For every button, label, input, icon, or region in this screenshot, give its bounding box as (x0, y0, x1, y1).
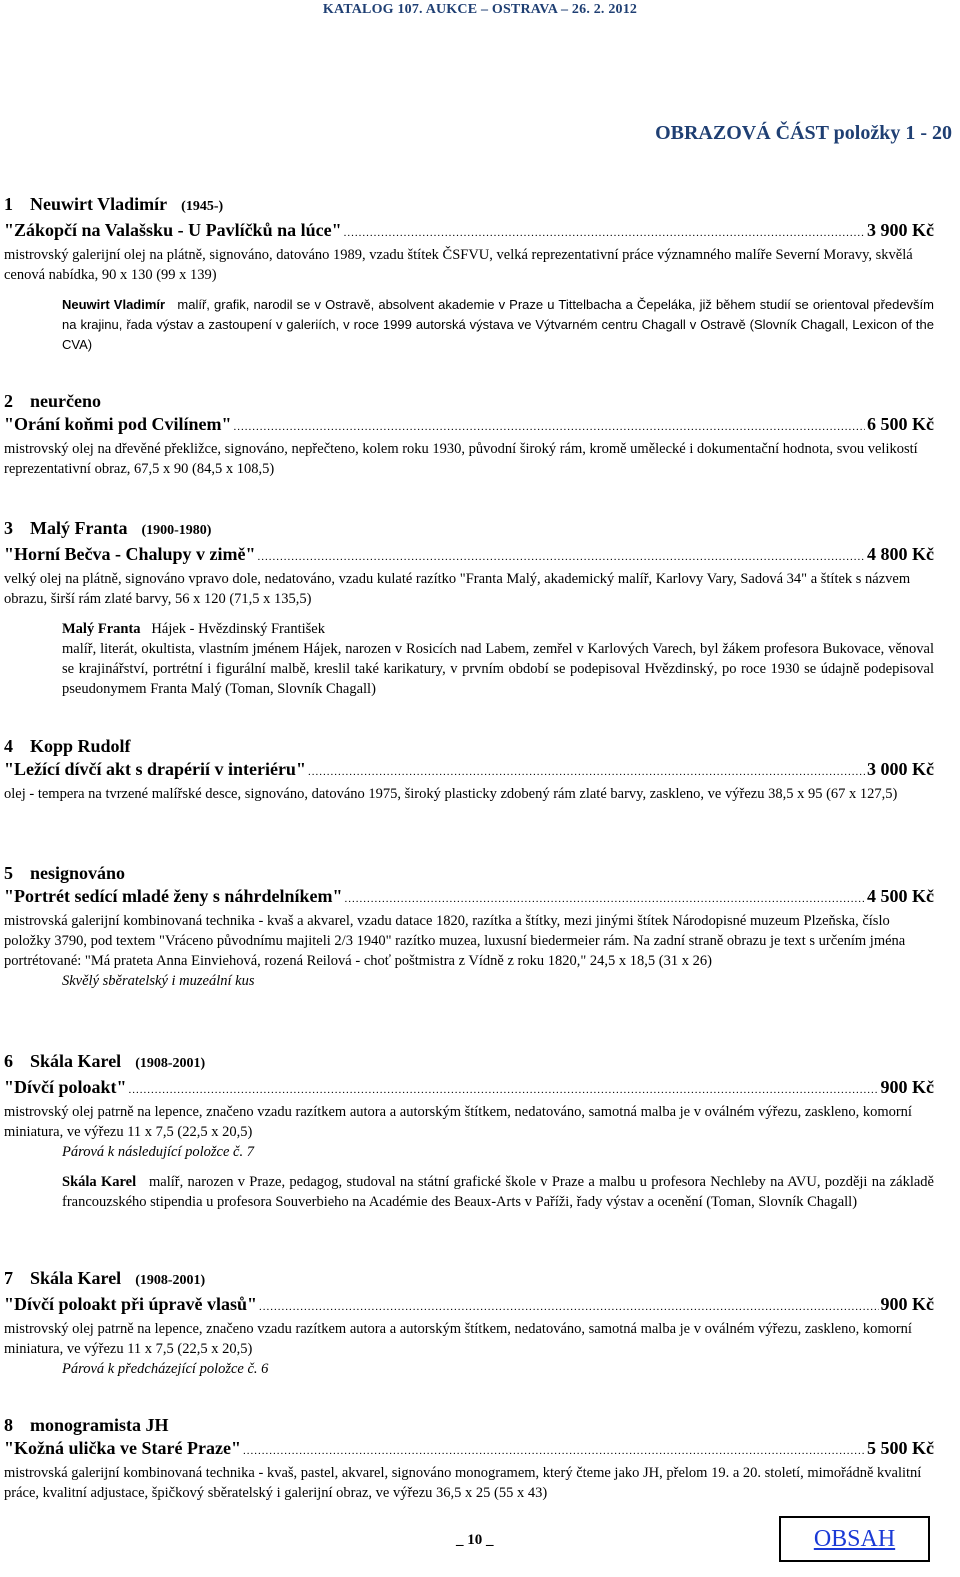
item-description: mistrovský olej patrně na lepence, značeno vzadu razítkem autora a autorským štítkem, nedatováno, samotná malba je v oválném výřezu, zaskleno, komorní miniatura, ve výřezu 11 x 7,5 (22,5 x 20,5) (4, 1321, 912, 1357)
item-author: nesignováno (30, 863, 126, 883)
author-bio (62, 1172, 934, 1212)
item-life-dates: (1945-) (181, 199, 224, 214)
item-author: Neuwirt Vladimír (30, 194, 168, 214)
bio-author-name: Skála Karel (62, 1174, 137, 1190)
item-author: Skála Karel (30, 1051, 122, 1071)
item-title: "Zákopčí na Valašsku - U Pavlíčků na lúce" (4, 220, 342, 240)
item-author: monogramista JH (30, 1415, 169, 1435)
item-price: 3 000 Kč (867, 759, 934, 779)
item-author: Malý Franta (30, 518, 128, 538)
item-description: mistrovská galerijní kombinovaná technika - kvaš, pastel, akvarel, signováno monogramem, který čteme jako JH, přelom 19. a 20. století, mimořádně kvalitní práce, kvalitní adjustace, špičkový sběratelský i galerijní obraz, ve výřezu 36,5 x 25 (55 x 43) (4, 1465, 922, 1501)
bio-text: malíř, grafik, narodil se v Ostravě, absolvent akademie v Praze u Tittelbacha a Čepeláka, již během studií se orientoval především na krajinu, řada výstav a zastoupení v galeriích, v roce 1999 autorská výstava ve Výtvarném centru Chagall v Ostravě (Slovník Chagall, Lexicon of the CVA) (62, 297, 934, 352)
item-life-dates: (1900-1980) (141, 523, 212, 538)
item-number: 2 (4, 391, 13, 411)
item-description: mistrovská galerijní kombinovaná technika - kvaš a akvarel, vzadu datace 1820, razítka a štítky, mezi jinými štítek Národopisné muzeum Plzeňska, číslo položky 3790, pod textem "Vráceno původnímu majiteli 2/3 1940" razítko muzea, luxusní biedermeier rám. Na zadní straně obrazu je text s určením jména portrétované: "Má prateta Anna Einviehová, rozená Reilová - choť poštmistra z Vídně z roku 1820," 24,5 x 18,5 (31 x 26) (4, 913, 906, 969)
item-life-dates: (1908-2001) (135, 1056, 206, 1071)
catalog-item-1 (4, 193, 934, 355)
item-number: 3 (4, 518, 13, 538)
item-description: mistrovský olej patrně na lepence, značeno vzadu razítkem autora a autorským štítkem, nedatováno, samotná malba je v oválném výřezu, zaskleno, komorní miniatura, ve výřezu 11 x 7,5 (22,5 x 20,5) (4, 1104, 912, 1140)
item-title: "Portrét sedící mladé ženy s náhrdelníkem" (4, 886, 343, 906)
item-price: 5 500 Kč (867, 1438, 934, 1458)
item-number: 7 (4, 1268, 13, 1288)
catalog-item-3 (4, 517, 934, 699)
item-author: Skála Karel (30, 1268, 122, 1288)
dot-leader (257, 545, 865, 569)
bio-text: malíř, literát, okultista, vlastním jménem Hájek, narozen v Rosicích nad Labem, zemřel v Karlových Varech, byl žákem profesora Bukovace, věnoval se krajinářství, portrétní i figurální malbě, kreslil také karikatury, v prvním období se podepisoval Hvězdinský, po roce 1930 se údajně podepisoval pseudonymem Franta Malý (Toman, Slovník Chagall) (62, 641, 934, 697)
item-title: "Orání koňmi pod Cvilínem" (4, 414, 232, 434)
bio-text: malíř, narozen v Praze, pedagog, studoval na státní grafické škole v Praze a malbu u profesora Nechleby na AVU, později na základě francouzského stipendia u profesora Souverbieho na Académie des Beaux-Arts v Paříži, řady výstav a ocenění (Toman, Slovník Chagall) (62, 1174, 934, 1210)
author-bio (62, 295, 934, 355)
item-title: "Kožná ulička ve Staré Praze" (4, 1438, 241, 1458)
item-price: 3 900 Kč (867, 220, 934, 240)
catalog-header: KATALOG 107. AUKCE – OSTRAVA – 26. 2. 2012 (322, 2, 638, 17)
bio-author-name: Neuwirt Vladimír (62, 297, 166, 312)
item-number: 4 (4, 736, 13, 756)
item-number: 8 (4, 1415, 13, 1435)
item-note: Skvělý sběratelský i muzeální kus (62, 973, 255, 989)
item-note: Párová k předcházející položce č. 6 (62, 1361, 269, 1377)
item-description: olej - tempera na tvrzené malířské desce, signováno, datováno 1975, široký plasticky zdobený rám zlaté barvy, zaskleno, ve výřezu 38,5 x 95 (67 x 127,5) (4, 786, 898, 802)
section-title: OBRAZOVÁ ČÁST položky 1 - 20 (655, 122, 952, 144)
item-number: 5 (4, 863, 13, 883)
dot-leader (308, 760, 865, 784)
item-description: mistrovský galerijní olej na plátně, signováno, datováno 1989, vzadu štítek ČSFVU, velká reprezentativní práce významného malíře Severní Moravy, skvělá cenová nabídka, 90 x 130 (99 x 139) (4, 247, 913, 283)
item-life-dates: (1908-2001) (135, 1273, 206, 1288)
item-title: "Dívčí poloakt při úpravě vlasů" (4, 1294, 258, 1314)
table-of-contents-link[interactable]: OBSAH (779, 1516, 930, 1562)
item-price: 6 500 Kč (867, 414, 934, 434)
dot-leader (344, 221, 865, 245)
dot-leader (129, 1078, 879, 1102)
dot-leader (234, 415, 865, 439)
catalog-item-5 (4, 862, 934, 991)
dot-leader (243, 1439, 865, 1463)
item-title: "Horní Bečva - Chalupy v zimě" (4, 544, 256, 564)
author-bio (62, 619, 934, 699)
item-number: 1 (4, 194, 13, 214)
item-title: "Dívčí poloakt" (4, 1077, 127, 1097)
catalog-item-8 (4, 1414, 934, 1503)
catalog-item-4 (4, 735, 934, 804)
item-description: mistrovský olej na dřevěné překližce, signováno, nepřečteno, kolem roku 1930, původní široký rám, kromě umělecké i dokumentační hodnota, svou velikostí reprezentativní obraz, 67,5 x 90 (84,5 x 108,5) (4, 441, 918, 477)
item-price: 4 500 Kč (867, 886, 934, 906)
catalog-item-6 (4, 1050, 934, 1212)
item-number: 6 (4, 1051, 13, 1071)
dot-leader (344, 887, 865, 911)
item-author: Kopp Rudolf (30, 736, 131, 756)
bio-subtitle: Hájek - Hvězdinský František (151, 621, 325, 637)
item-author: neurčeno (30, 391, 101, 411)
dot-leader (259, 1295, 878, 1319)
catalog-item-7 (4, 1267, 934, 1379)
catalog-item-2 (4, 390, 934, 479)
page-number: _ 10 _ (456, 1532, 494, 1548)
item-note: Párová k následující položce č. 7 (62, 1144, 254, 1160)
bio-author-name: Malý Franta (62, 621, 141, 637)
item-price: 900 Kč (880, 1294, 934, 1314)
item-price: 900 Kč (880, 1077, 934, 1097)
item-description: velký olej na plátně, signováno vpravo dole, nedatováno, vzadu kulaté razítko "Franta Malý, akademický malíř, Karlovy Vary, Sadová 34" a štítek s názvem obrazu, širší rám zlaté barvy, 56 x 120 (71,5 x 135,5) (4, 571, 911, 607)
item-title: "Ležící dívčí akt s drapérií v interiéru" (4, 759, 306, 779)
item-price: 4 800 Kč (867, 544, 934, 564)
